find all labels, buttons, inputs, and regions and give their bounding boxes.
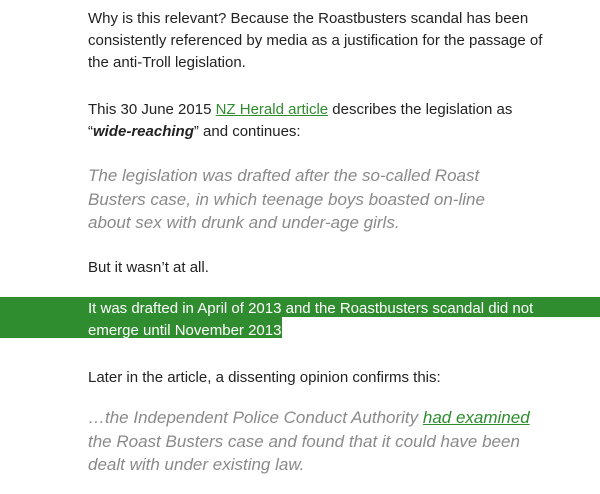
paragraph-text: ” and continues: (193, 123, 301, 140)
quote-text: the Roast Busters case and found that it could have been dealt with under existing law. (88, 431, 520, 474)
blockquote-legislation: The legislation was drafted after the so-called Roast Busters case, in which teenage boys boasted on-line about sex with drunk and under-age girls. (88, 166, 485, 232)
paragraph-text: describes the legislation as “ (88, 101, 513, 140)
paragraph-dissenting-opinion: Later in the article, a dissenting opinion confirms this: (88, 369, 441, 386)
paragraph-relevance: Why is this relevant? Because the Roastbusters scandal has been consistently referenced by media as a justification for the passage of the anti-Troll legislation. (88, 10, 543, 71)
nz-herald-article-link[interactable]: NZ Herald article (215, 101, 329, 118)
paragraph-nz-herald (88, 99, 548, 143)
had-examined-link[interactable]: had examined (422, 408, 530, 427)
blockquote-ipca (88, 406, 538, 477)
quote-text: …the Independent Police Conduct Authority (88, 408, 423, 427)
highlighted-paragraph: It was drafted in April of 2013 and the Roastbusters scandal did not emerge until November 2013. (88, 300, 534, 339)
emphasis-text: wide-reaching (93, 123, 194, 140)
paragraph-text: This 30 June 2015 (88, 101, 216, 118)
paragraph-but-it-wasnt: But it wasn’t at all. (88, 259, 209, 276)
